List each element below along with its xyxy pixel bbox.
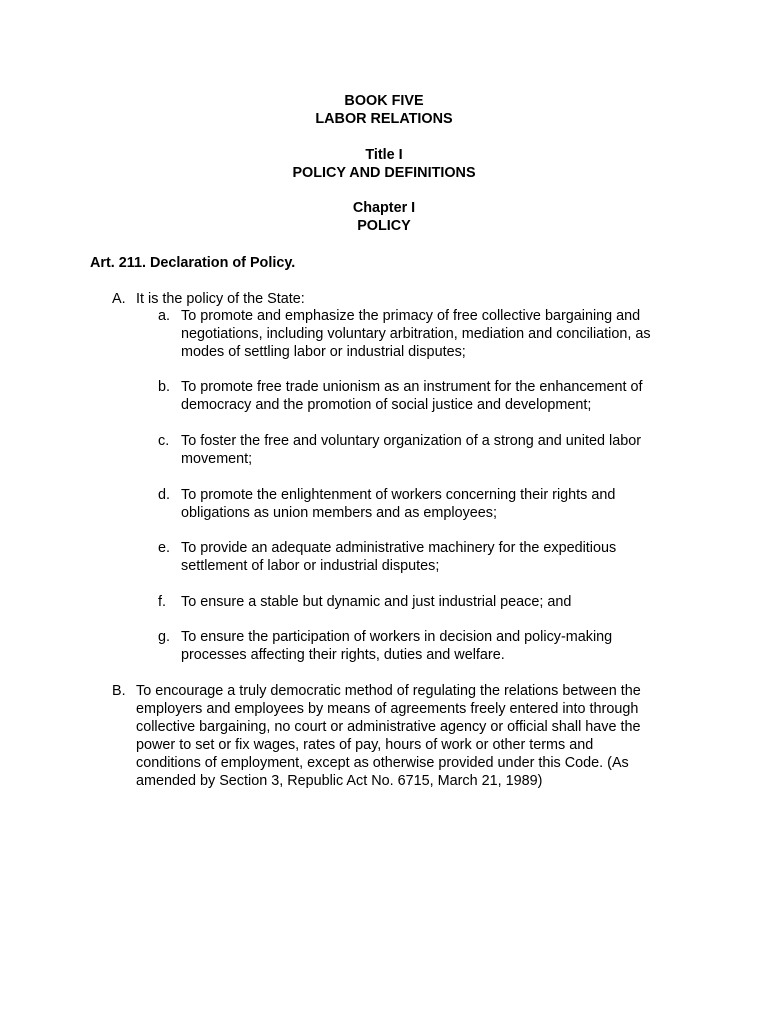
title-heading	[0, 146, 768, 182]
text-line: processes affecting their rights, duties and welfare.	[181, 647, 505, 663]
title-number: Title I	[365, 147, 403, 163]
list-item-g	[158, 628, 688, 664]
text-line: To foster the free and voluntary organization of a strong and united labor	[181, 433, 641, 449]
text-line: employers and employees by means of agreements freely entered into through	[136, 701, 639, 717]
chapter-heading	[0, 199, 768, 235]
list-item-f	[158, 593, 688, 611]
item-text	[181, 378, 688, 414]
text-line: To encourage a truly democratic method of regulating the relations between the	[136, 683, 641, 699]
text-line: To provide an adequate administrative machinery for the expeditious	[181, 540, 617, 556]
list-item-e	[158, 539, 688, 575]
item-text	[181, 307, 688, 361]
text-line: amended by Section 3, Republic Act No. 6715, March 21, 1989)	[136, 773, 543, 789]
item-text	[181, 628, 688, 664]
item-marker: d.	[158, 487, 171, 503]
book-heading	[0, 92, 768, 128]
item-text	[181, 539, 688, 575]
item-text	[181, 432, 688, 468]
book-title: LABOR RELATIONS	[315, 111, 453, 127]
section-marker: B.	[112, 683, 126, 699]
text-line: To promote and emphasize the primacy of free collective bargaining and	[181, 308, 641, 324]
section-marker: A.	[112, 291, 126, 307]
text-line: negotiations, including voluntary arbitration, mediation and conciliation, as	[181, 326, 651, 342]
item-text	[181, 486, 688, 522]
text-line: To ensure a stable but dynamic and just industrial peace; and	[181, 594, 572, 610]
item-marker: g.	[158, 629, 171, 645]
item-marker: b.	[158, 379, 171, 395]
text-line: collective bargaining, no court or administrative agency or official shall have the	[136, 719, 641, 735]
text-line: modes of settling labor or industrial disputes;	[181, 344, 466, 360]
text-line: power to set or fix wages, rates of pay, hours of work or other terms and	[136, 737, 594, 753]
book-number: BOOK FIVE	[344, 93, 424, 109]
chapter-name: POLICY	[357, 218, 411, 234]
list-item-b	[158, 378, 688, 414]
section-a	[112, 290, 692, 308]
text-line: To promote free trade unionism as an instrument for the enhancement of	[181, 379, 643, 395]
text-line: obligations as union members and as employees;	[181, 505, 497, 521]
text-line: democracy and the promotion of social justice and development;	[181, 397, 592, 413]
article-title: Art. 211. Declaration of Policy.	[90, 255, 296, 271]
item-marker: f.	[158, 594, 166, 610]
chapter-number: Chapter I	[352, 200, 416, 216]
list-item-d	[158, 486, 688, 522]
section-text: It is the policy of the State:	[136, 291, 305, 307]
text-line: settlement of labor or industrial disputes;	[181, 558, 440, 574]
item-marker: c.	[158, 433, 170, 449]
text-line: To promote the enlightenment of workers concerning their rights and	[181, 487, 616, 503]
item-text	[181, 593, 688, 611]
item-marker: a.	[158, 308, 171, 324]
text-line: To ensure the participation of workers in decision and policy-making	[181, 629, 613, 645]
text-line: conditions of employment, except as otherwise provided under this Code. (As	[136, 755, 629, 771]
title-name: POLICY AND DEFINITIONS	[292, 165, 476, 181]
text-line: movement;	[181, 451, 253, 467]
item-marker: e.	[158, 540, 171, 556]
section-b	[112, 682, 692, 790]
list-item-a	[158, 307, 688, 361]
section-text	[136, 682, 692, 790]
list-item-c	[158, 432, 688, 468]
